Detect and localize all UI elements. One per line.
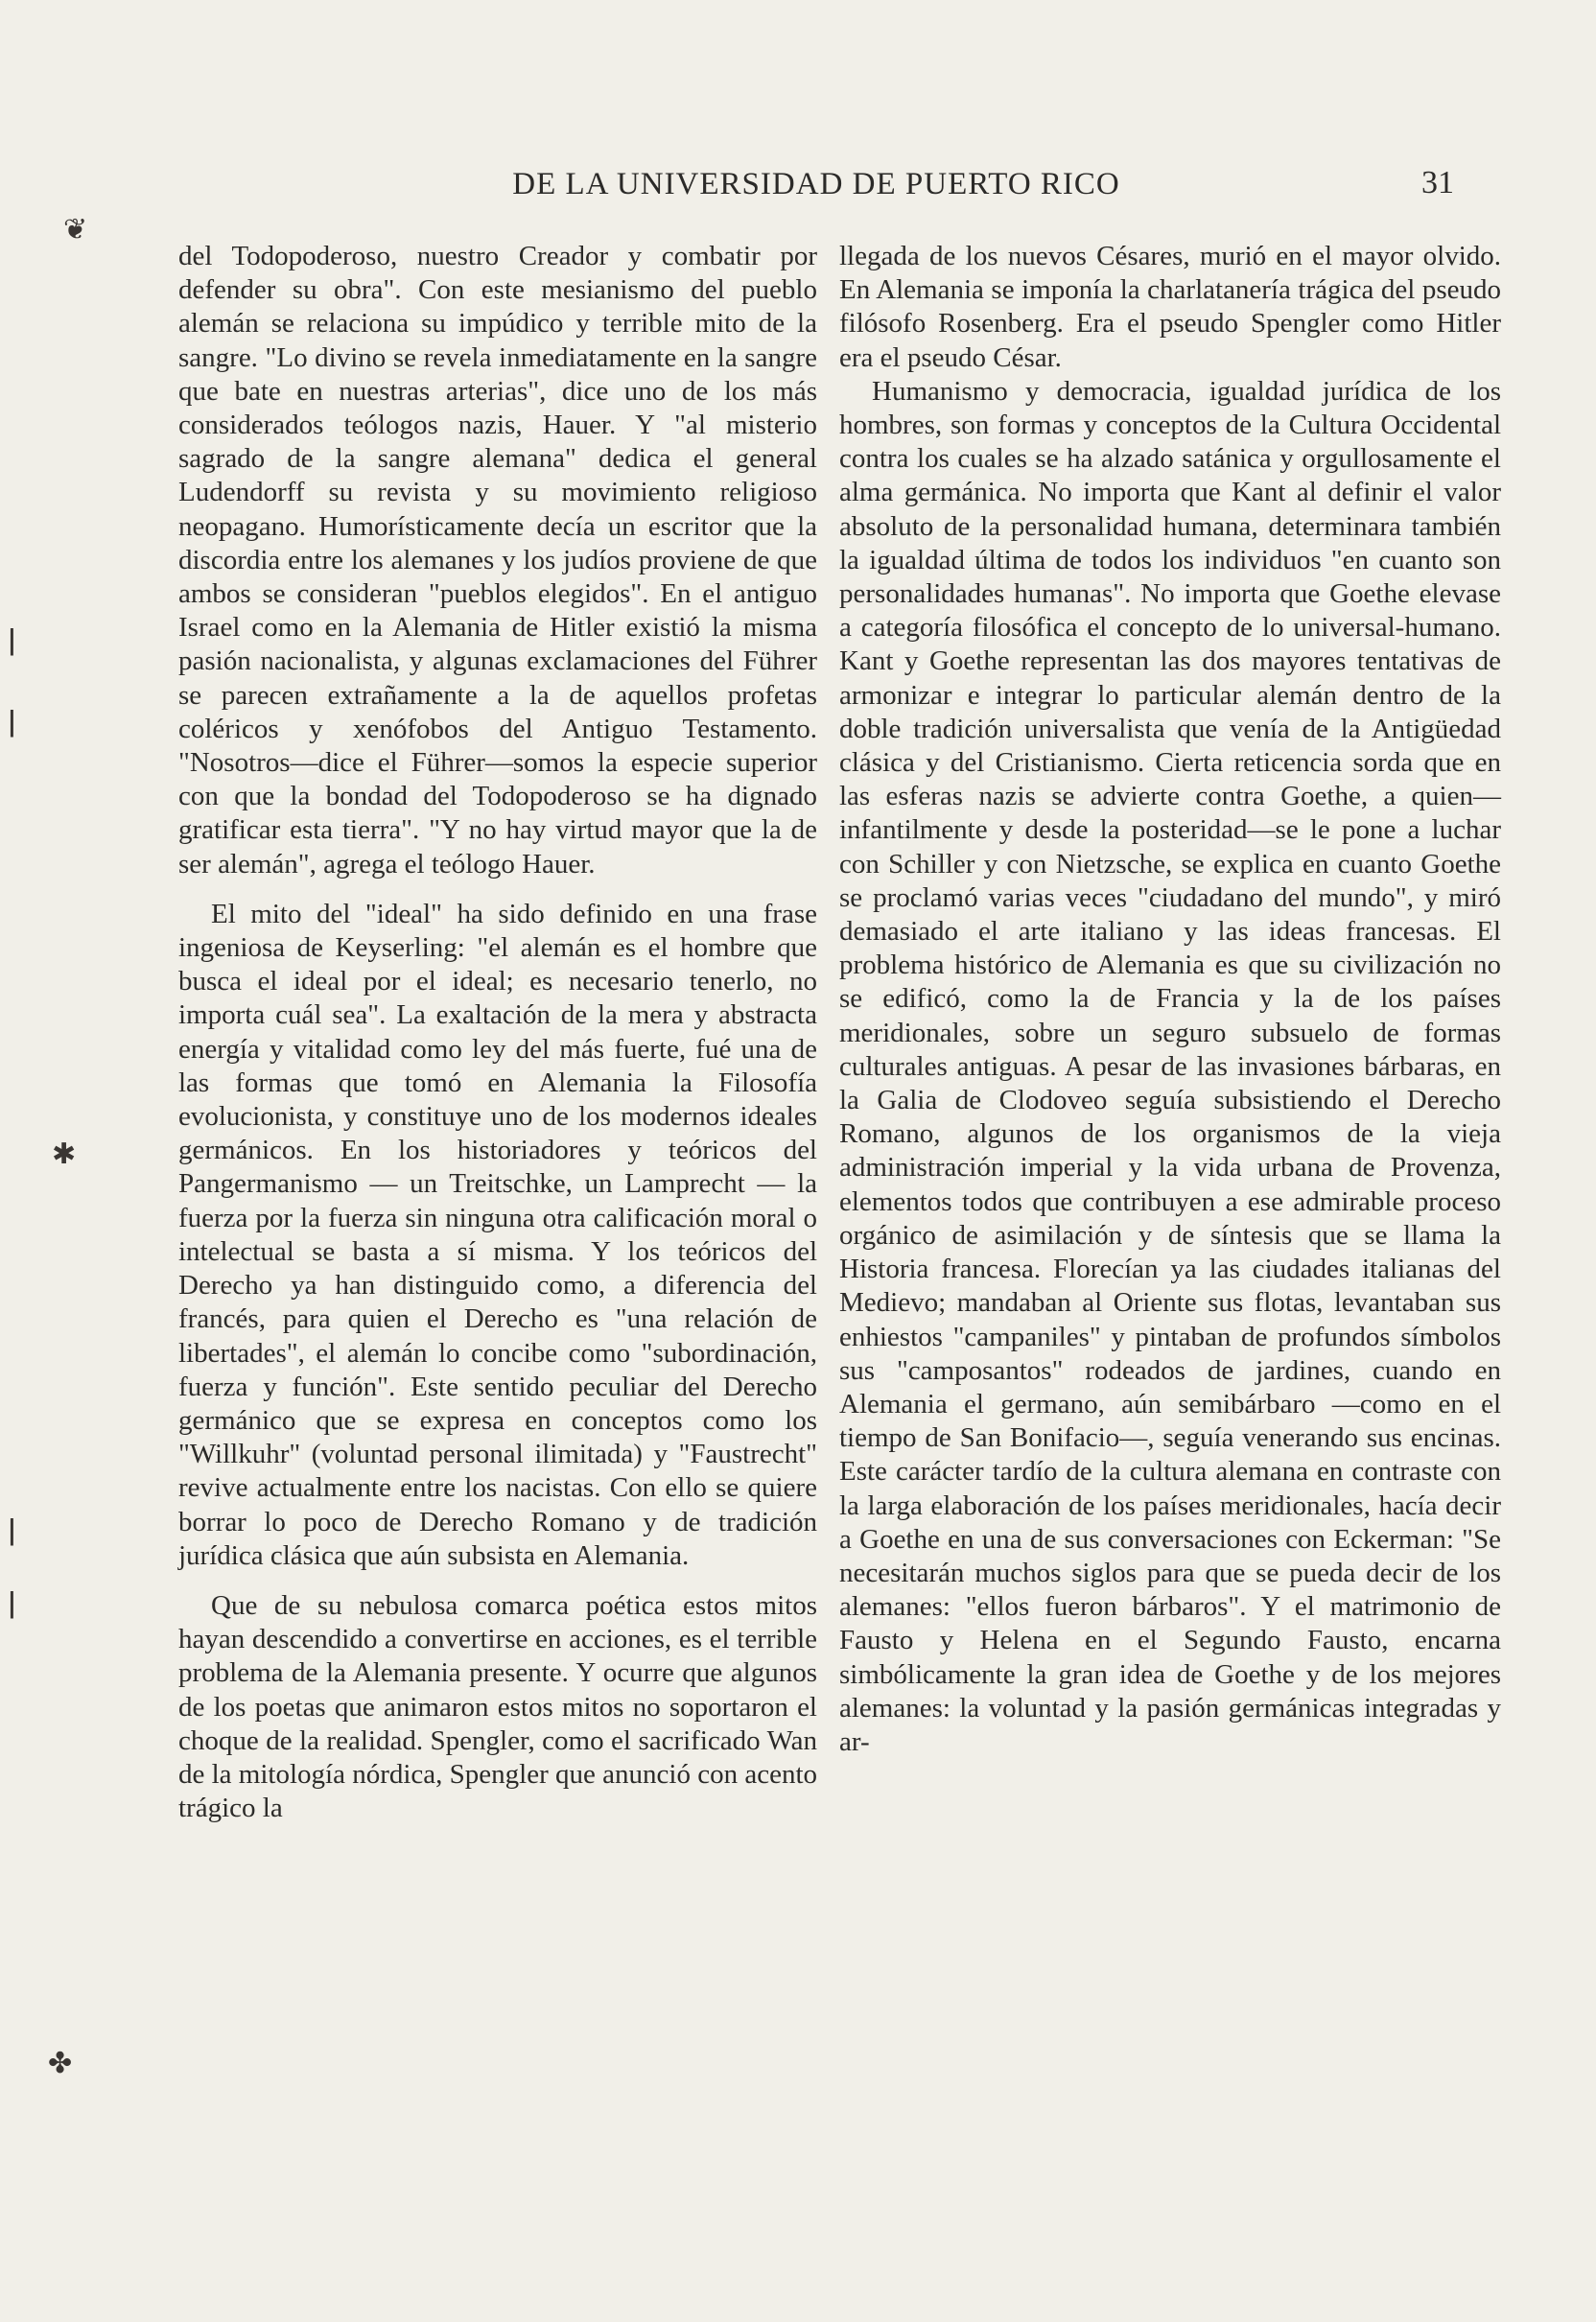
paragraph: llegada de los nuevos Césares, murió en el mayor olvido. En Alemania se imponía la charlatanería trágica del pseudo filósofo Rosenberg. Era el pseudo Spengler como Hitler era el pseudo César. [839,241,1501,373]
margin-mark-icon: ǀ [8,623,16,657]
left-column [178,240,817,1825]
margin-mark-icon: ǀ [8,1586,16,1620]
paragraph: Humanismo y democracia, igualdad jurídica de los hombres, son formas y conceptos de la Cultura Occidental contra los cuales se ha alzado satánica y orgullosamente el alma germánica. No importa que Kant al definir el valor absoluto de la personalidad humana, determinara también la igualdad última de todos los individuos "en cuanto son personalidades humanas". No importa que Goethe elevase a categoría filosófica el concepto de lo universal-humano. Kant y Goethe representan las dos mayores tentativas de armonizar e integrar lo particular alemán dentro de la doble tradición universalista que venía de la Antigüedad clásica y del Cristianismo. Cierta reticencia sorda que en las esferas nazis se advierte contra Goethe, a quien—infantilmente y desde la posteridad—se le pone a luchar con Schiller y con Nietzsche, se explica en cuanto Goethe se proclamó varias veces "ciudadano del mundo", y miró demasiado el arte italiano y las ideas francesas. El problema histórico de Alemania es que su civilización no se edificó, como la de Francia y la de los países meridionales, sobre un seguro subsuelo de formas culturales antiguas. A pesar de las invasiones bárbaras, en la Galia de Clodoveo seguía subsistiendo el Derecho Romano, algunos de los organismos de la vieja administración imperial y la vida urbana de Provenza, elementos todos que contribuyen a ese admirable proceso orgánico de asimilación y de síntesis que se llama la Historia francesa. Florecían ya las ciudades italianas del Medievo; mandaban al Oriente sus flotas, levantaban sus enhiestos "campaniles" y pintaban de profundos símbolos sus "camposantos" rodeados de jardines, cuando en Alemania el germano, aún semibárbaro —como en el tiempo de San Bonifacio—, seguía venerando sus encinas. Este carácter tardío de la cultura alemana en contraste con la larga elaboración de los países meridionales, hacía decir a Goethe en una de sus conversaciones con Eckerman: "Se necesitarán muchos siglos para que se pueda decir de los alemanes: "ellos fueron bárbaros". Y el matrimonio de Fausto y Helena en el Segundo Fausto, encarna simbólicamente la gran idea de Goethe y de los mejores alemanes: la voluntad y la pasión germánicas integradas y ar- [839,375,1501,1757]
running-header [178,161,1454,209]
margin-blot-icon: ❦ [63,213,88,246]
page-number: 31 [1421,165,1454,200]
margin-blot-icon: ✤ [48,2047,73,2080]
margin-mark-icon: ǀ [8,1513,16,1547]
margin-mark-icon: ǀ [8,705,16,739]
paragraph: del Todopoderoso, nuestro Creador y combatir por defender su obra". Con este mesianismo del pueblo alemán se relaciona su impúdico y terrible mito de la sangre. "Lo divino se revela inmediatamente en la sangre que bate en nuestras arterias", dice uno de los más considerados teólogos nazis, Hauer. Y "al misterio sagrado de la sangre alemana" dedica el general Ludendorff su revista y su movimiento religioso neopagano. Humorísticamente decía un escritor que la discordia entre los alemanes y los judíos proviene de que ambos se consideran "pueblos elegidos". En el antiguo Israel como en la Alemania de Hitler existió la misma pasión nacionalista, y algunas exclamaciones del Führer se parecen extrañamente a la de aquellos profetas coléricos y xenófobos del Antiguo Testamento. "Nosotros—dice el Führer—somos la especie superior con que la bondad del Todopoderoso se ha dignado gratificar esta tierra". "Y no hay virtud mayor que la de ser alemán", agrega el teólogo Hauer. [178,241,817,880]
paragraph: El mito del "ideal" ha sido definido en una frase ingeniosa de Keyserling: "el alemán es el hombre que busca el ideal por el ideal; es necesario tenerlo, no importa cuál sea". La exaltación de la mera y abstracta energía y vitalidad como ley del más fuerte, fué una de las formas que tomó en Alemania la Filosofía evolucionista, y constituye uno de los modernos ideales germánicos. En los historiadores y teóricos del Pangermanismo — un Treitschke, un Lamprecht — la fuerza por la fuerza sin ninguna otra calificación moral o intelectual se basta a sí misma. Y los teóricos del Derecho ya han distinguido como, a diferencia del francés, para quien el Derecho es "una relación de libertades", el alemán lo concibe como "subordinación, fuerza y función". Este sentido peculiar del Derecho germánico que se expresa en conceptos como los "Willkuhr" (voluntad personal ilimitada) y "Faustrecht" revive actualmente entre los nacistas. Con ello se quiere borrar lo poco de Derecho Romano y de tradición jurídica clásica que aún subsista en Alemania. [178,898,817,1571]
margin-blot-icon: ✱ [52,1138,77,1171]
running-title: DE LA UNIVERSIDAD DE PUERTO RICO [512,167,1120,201]
paragraph: Que de su nebulosa comarca poética estos mitos hayan descendido a convertirse en acciones, es el terrible problema de la Alemania presente. Y ocurre que algunos de los poetas que animaron estos mitos no soportaron el choque de la realidad. Spengler, como el sacrificado Wan de la mitología nórdica, Spengler que anunció con acento trágico la [178,1589,817,1824]
right-column [839,240,1501,1759]
